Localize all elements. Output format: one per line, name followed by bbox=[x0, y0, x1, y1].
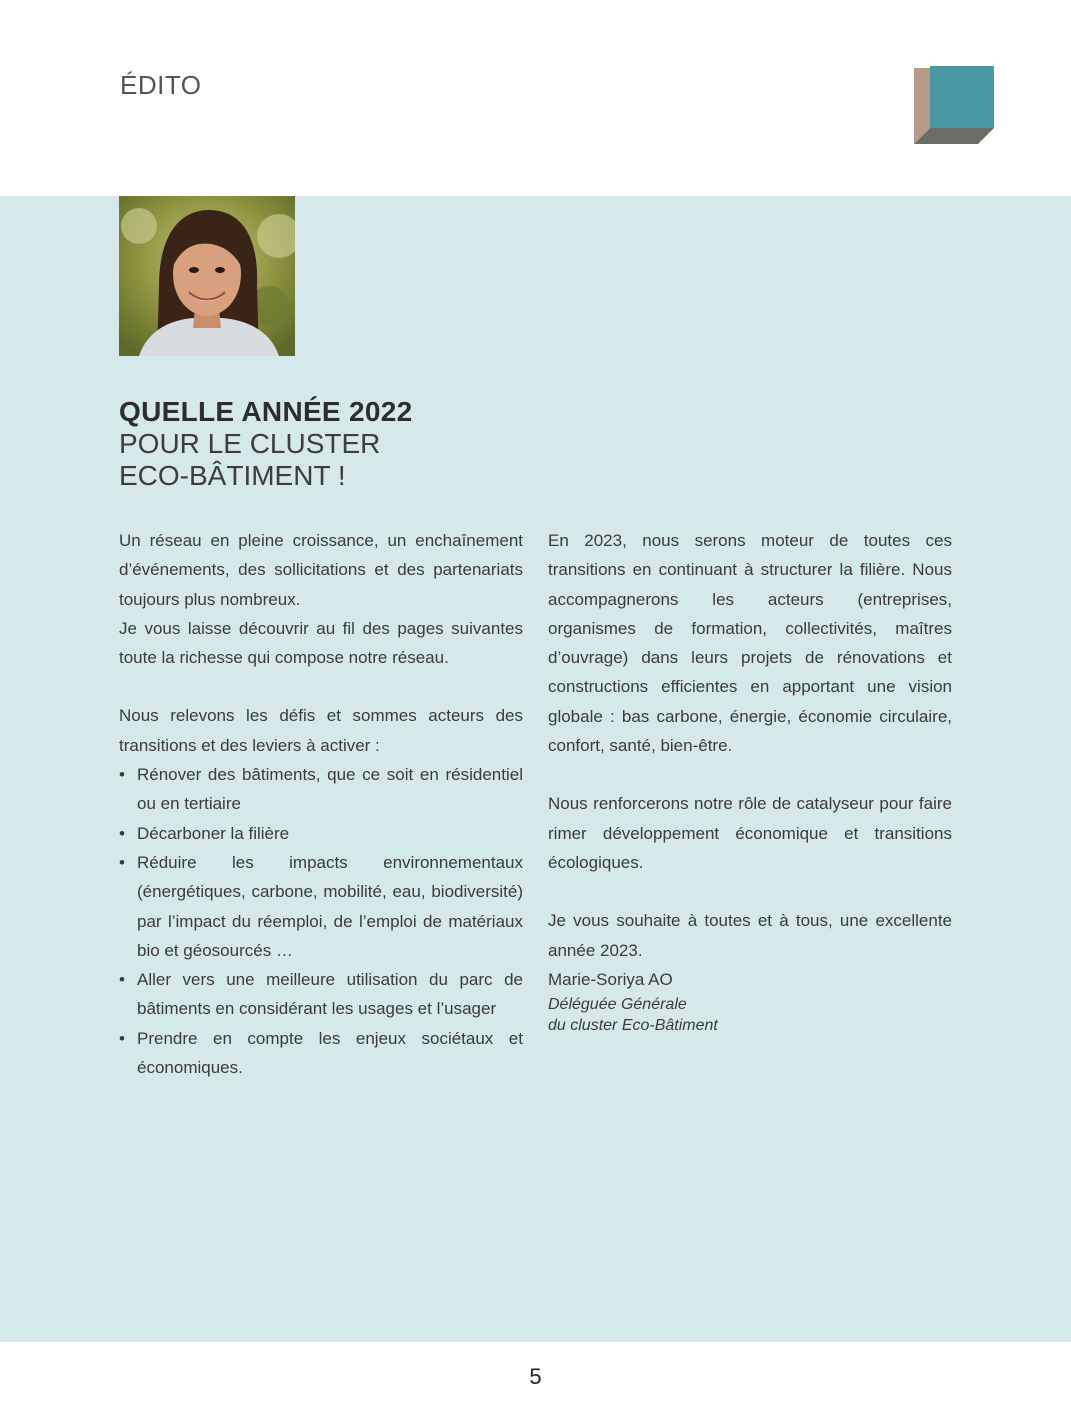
author-portrait bbox=[119, 196, 295, 356]
signature-role-line-1: Déléguée Générale bbox=[548, 996, 687, 1014]
cube-logo-icon bbox=[912, 66, 996, 146]
right-column bbox=[548, 526, 952, 1036]
challenges-paragraph: Nous relevons les défis et sommes acteurs des transitions et des leviers à activer : bbox=[119, 706, 523, 755]
section-label: ÉDITO bbox=[120, 70, 202, 100]
intro-paragraph: Un réseau en pleine croissance, un enchaînement d’événements, des sollicitations et des partenariats toujours plus nombreux. bbox=[119, 531, 523, 609]
list-item: • Rénover des bâtiments, que ce soit en résidentiel ou en tertiaire bbox=[119, 760, 523, 819]
plans-paragraph: En 2023, nous serons moteur de toutes ces transitions en continuant à structurer la filière. Nous accompagnerons les acteurs (entreprises, organismes de formation, collectivités, maîtres d’ouvrage) dans leurs projets de rénovations et constructions efficientes en apportant une vision globale : bas carbone, énergie, économie circulaire, confort, santé, bien-être. bbox=[548, 531, 952, 756]
intro-paragraph-2: Je vous laisse découvrir au fil des pages suivantes toute la richesse qui compose notre réseau. bbox=[119, 618, 523, 668]
cube-top-face bbox=[930, 66, 994, 128]
challenges-list bbox=[119, 760, 523, 1082]
list-item: • Réduire les impacts environnementaux (énergétiques, carbone, mobilité, eau, biodiversité) par l’impact du réemploi, de l’emploi de matériaux bio et géosourcés … bbox=[119, 848, 523, 965]
signature-role-line-2: du cluster Eco-Bâtiment bbox=[548, 1017, 718, 1035]
portrait-image bbox=[119, 196, 295, 356]
list-item: • Décarboner la filière bbox=[119, 819, 523, 848]
list-item: • Prendre en compte les enjeux sociétaux et économiques. bbox=[119, 1024, 523, 1083]
left-column bbox=[119, 526, 523, 1082]
list-item: • Aller vers une meilleure utilisation du parc de bâtiments en considérant les usages et l’usager bbox=[119, 965, 523, 1024]
title-line-1: QUELLE ANNÉE 2022 bbox=[119, 396, 413, 427]
article-title bbox=[119, 396, 539, 492]
catalyst-paragraph: Nous renforcerons notre rôle de catalyseur pour faire rimer développement économique et transitions écologiques. bbox=[548, 794, 952, 872]
wishes-paragraph: Je vous souhaite à toutes et à tous, une excellente année 2023. bbox=[548, 911, 952, 960]
signature-name: Marie-Soriya AO bbox=[548, 969, 673, 989]
title-line-3: ECO-BÂTIMENT ! bbox=[119, 460, 346, 491]
title-line-2: POUR LE CLUSTER bbox=[119, 428, 381, 459]
page-number: 5 bbox=[529, 1364, 542, 1389]
